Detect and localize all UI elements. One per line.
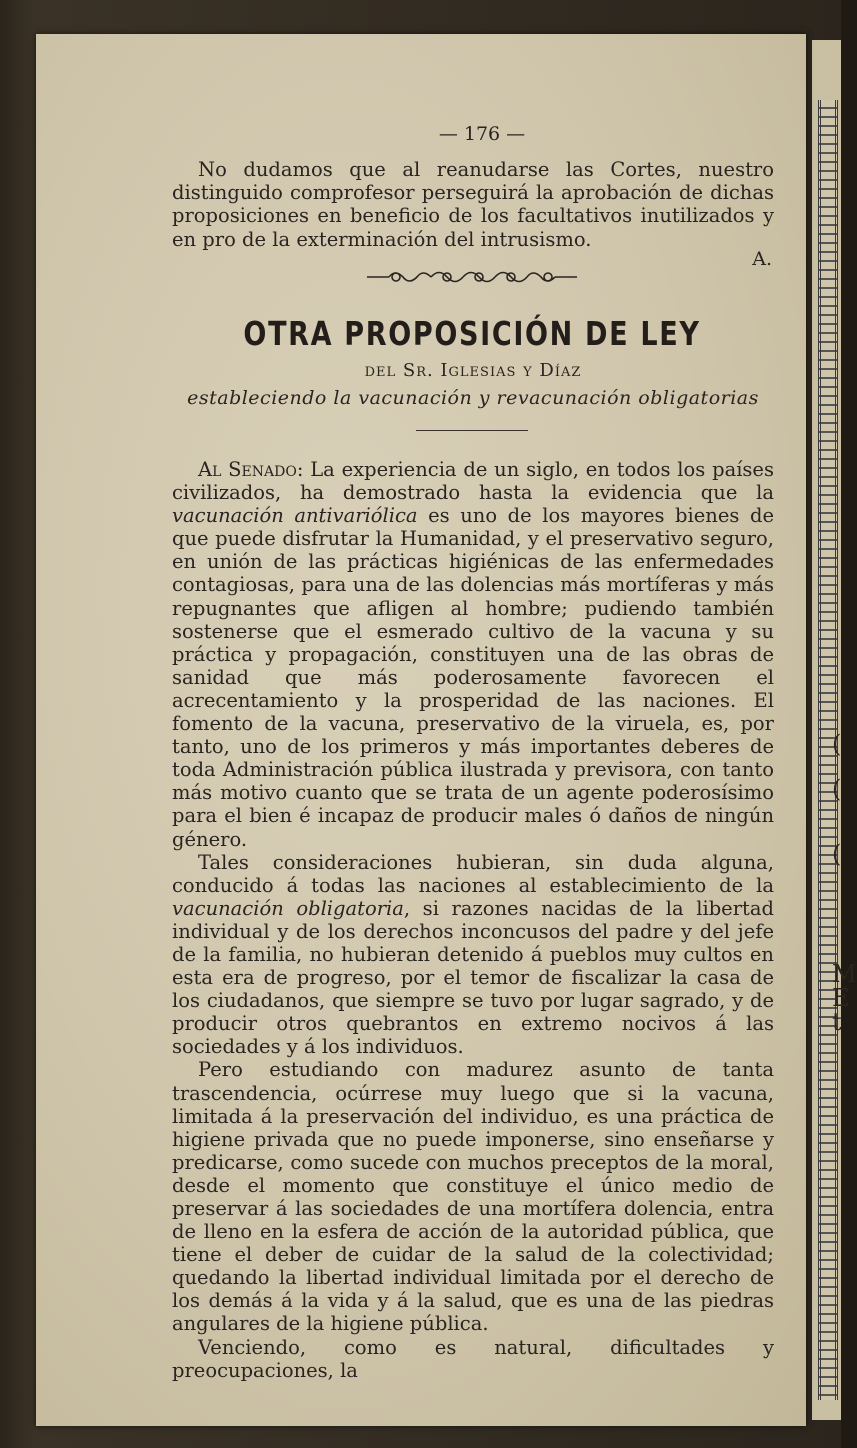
page-number: — 176 — [438,123,526,145]
paragraph-1-text-a: La experiencia de un siglo, en todos los países civilizados, ha demostrado hasta la evidencia que la [172,458,774,505]
paragraph-2 [172,851,774,1059]
document-page [36,34,806,1426]
edge-letter: ( [832,775,842,803]
paragraph-1-emphasis: vacunación antivariólica [172,504,418,528]
paragraph-4: Venciendo, como es natural, dificultades y preocupaciones, la [172,1335,774,1382]
intro-text: No dudamos que al reanudarse las Cortes, nuestro distinguido comprofesor perseguirá la aprobación de dichas proposiciones en beneficio de los facultativos inutilizados y en pro de la exterminación del intrusismo. [172,158,774,251]
adjacent-page-edge [812,40,857,1420]
edge-letter: t [832,1008,842,1036]
intro-paragraph [172,158,774,251]
ornament-divider [367,266,577,288]
edge-letter: M [832,960,857,988]
section-title: OTRA PROPOSICIÓN DE LEY [243,314,701,353]
byline: del Sr. Iglesias y Díaz [364,360,582,381]
signature: A. [752,248,772,270]
title-rule [416,430,528,431]
body-text [172,458,774,1382]
subtitle: estableciendo la vacunación y revacunación obligatorias [187,387,759,409]
edge-letter: ( [832,840,842,868]
paragraph-3: Pero estudiando con madurez asunto de tanta trascendencia, ocúrrese muy luego que si la vacuna, limitada á la preservación del individuo, es una práctica de higiene privada que no puede imponerse, sino enseñarse y predicarse, como sucede con muchos preceptos de la moral, desde el momento que constituye el único medio de preservar á las sociedades de una mortífera dolencia, entra de lleno en la esfera de acción de la autoridad pública, que tiene el deber de cuidar de la salud de la colectividad; quedando la libertad individual limitada por el derecho de los demás á la vida y á la salud, que es una de las piedras angulares de la higiene pública. [172,1058,774,1336]
edge-letter: E [832,984,850,1012]
paragraph-1 [172,458,774,851]
salutation: Al Senado: [198,458,304,481]
paragraph-2-text-b: , si razones nacidas de la libertad individual y de los derechos inconcusos del padre y del jefe de la familia, no hubieran detenido á pueblos muy cultos en esta era de progreso, por el temor de fiscalizar la casa de los ciudadanos, que siempre se tuvo por lugar sagrado, y de producir otros quebrantos en extremo nocivos á las sociedades y á los individuos. [172,896,774,1059]
paragraph-2-text-a: Tales consideraciones hubieran, sin duda alguna, conducido á todas las naciones al establecimiento de la [172,850,774,897]
paragraph-2-emphasis: vacunación obligatoria [172,896,404,920]
paragraph-1-text-b: es uno de los mayores bienes de que puede disfrutar la Humanidad, y el preservativo seguro, en unión de las prácticas higiénicas de las enfermedades contagiosas, para una de las dolencias más mortíferas y más repugnantes que afligen al hombre; pudiendo también sostenerse que el esmerado cultivo de la vacuna y su práctica y propagación, constituyen una de las obras de sanidad que más poderosamente favorecen el acrecentamiento y la prosperidad de las naciones. El fomento de la vacuna, preservativo de la viruela, es, por tanto, uno de los primeros y más importantes deberes de toda Administración pública ilustrada y previsora, con tanto más motivo cuanto que se trata de un agente poderosísimo para el bien é incapaz de producir males ó daños de ningún género. [172,504,774,851]
edge-letter: ( [832,730,842,758]
